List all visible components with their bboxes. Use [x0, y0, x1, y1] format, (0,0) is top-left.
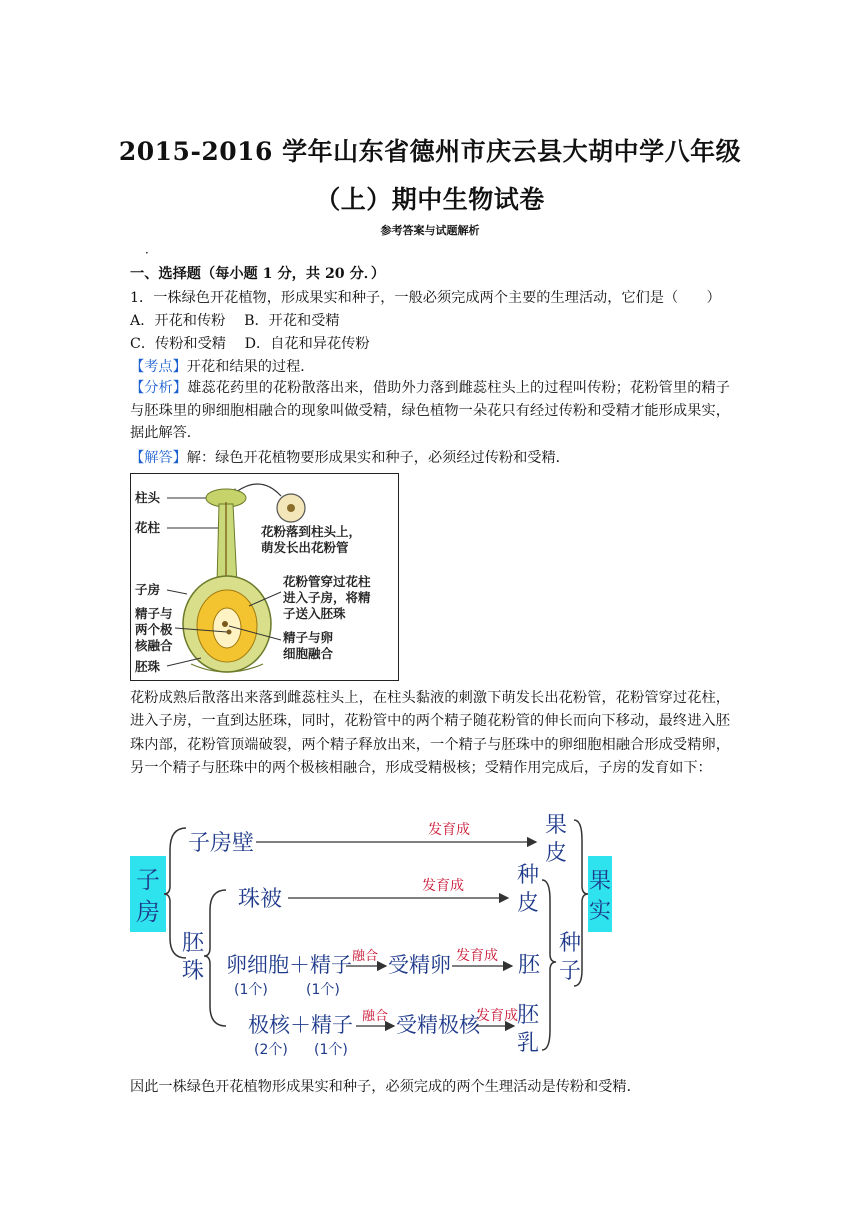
jihe-label: 极核＋精子: [248, 1013, 353, 1037]
brace-peizhu: [204, 890, 226, 1026]
label-zifang: 子房: [135, 582, 161, 597]
pei-label: 胚: [518, 953, 541, 978]
options-ab: A．开花和传粉 B．开花和受精: [130, 313, 340, 329]
fayucheng-4: 发育成: [476, 1008, 518, 1024]
section-heading: 一、选择题（每小题 1 分，共 20 分．）: [130, 266, 386, 282]
leader-zifang: [167, 590, 187, 594]
ronghe-1: 融合: [352, 949, 379, 964]
options-cd: C．传粉和受精 D．自花和异花传粉: [130, 336, 370, 352]
zhongzi-char-1: 种: [558, 931, 582, 956]
note-1a: 花粉落到柱头上，: [261, 524, 362, 539]
luanxibao-label: 卵细胞＋精子: [226, 953, 352, 977]
kaodian-tag: 【考点】: [130, 359, 187, 375]
egg-cell: [222, 621, 228, 627]
label-jingzi-3: 核融合: [135, 638, 173, 653]
pollen-nucleus: [287, 504, 295, 512]
zifang-char-1: 子: [136, 866, 160, 894]
label-jingzi-1: 精子与: [135, 606, 173, 621]
label-huazhu: 花柱: [135, 520, 161, 535]
subtitle: 参考答案与试题解析: [380, 224, 480, 237]
count-2b: (1个): [314, 1042, 348, 1058]
dot-mark: ．: [145, 242, 158, 256]
label-peizhu: 胚珠: [135, 659, 161, 674]
polar-nuclei: [227, 630, 232, 635]
count-1b: (1个): [306, 982, 340, 998]
question-stem: 1．一株绿色开花植物，形成果实和种子，一般必须完成两个主要的生理活动，它们是（ ）: [130, 290, 721, 306]
title-line-2: （上）期中生物试卷: [315, 185, 545, 214]
count-2a: (2个): [254, 1042, 288, 1058]
pistil-figure: [130, 473, 399, 681]
development-figure: [130, 810, 612, 1066]
jieda-line: [130, 447, 570, 467]
note-1b: 萌发长出花粉管: [261, 540, 349, 555]
zhongpi-char-1: 种: [516, 863, 540, 888]
fenxi-paragraph: [130, 377, 730, 445]
count-1a: (1个): [234, 982, 268, 998]
ronghe-2: 融合: [362, 1009, 389, 1024]
kaodian-text: 开花和结果的过程．: [186, 359, 315, 375]
label-jingzi-2: 两个极: [135, 622, 173, 637]
shoujingjihe-label: 受精极核: [396, 1013, 480, 1037]
note-2c: 子送入胚珠: [283, 606, 346, 621]
zhongzi-char-2: 子: [558, 959, 582, 984]
note-3a: 精子与卵: [283, 630, 334, 645]
brace-zhongzi: [542, 880, 556, 1050]
guoshi-char-1: 果: [588, 869, 612, 894]
peizhu-char-1: 胚: [182, 931, 205, 956]
guoshi-char-2: 实: [588, 899, 612, 924]
peiru-char-2: 乳: [516, 1031, 540, 1056]
fayucheng-3: 发育成: [456, 948, 498, 964]
conclusion-line: 因此一株绿色开花植物形成果实和种子，必须完成的两个生理活动是传粉和受精．: [130, 1079, 641, 1095]
development-diagram: [130, 810, 612, 1066]
title-line-1: 2015-2016 学年山东省德州市庆云县大胡中学八年级: [118, 137, 742, 166]
peizhu-char-2: 珠: [182, 959, 205, 984]
explanation-paragraph: 花粉成熟后散落出来落到雌蕊柱头上，在柱头黏液的刺激下萌发长出花粉管，花粉管穿过花柱，进入子房，一直到达胚珠，同时，花粉管中的两个精子随花粉管的伸长而向下移动，最终进入胚珠内部，花粉管顶端破裂，两个精子释放出来，一个精子与胚珠中的卵细胞相融合形成受精卵，另一个精子与胚珠中的两个极核相融合，形成受精极核；受精作用完成后，子房的发育如下：: [130, 690, 730, 776]
peiru-char-1: 胚: [516, 1003, 540, 1028]
zhubei-label: 珠被: [238, 887, 283, 912]
jieda-tag: 【解答】: [130, 450, 187, 466]
pistil-diagram: [131, 474, 398, 680]
zifang-char-2: 房: [136, 898, 160, 926]
leader-peizhu: [167, 658, 201, 666]
note-3b: 细胞融合: [283, 646, 334, 661]
jieda-text: 解：绿色开花植物要形成果实和种子，必须经过传粉和受精．: [186, 450, 570, 466]
zifangbi-label: 子房壁: [188, 831, 255, 856]
style-shape: [217, 504, 237, 584]
guopi-char-2: 皮: [544, 841, 568, 866]
kaodian-line: [130, 356, 314, 376]
note-2a: 花粉管穿过花柱: [283, 574, 371, 589]
fayucheng-1: 发育成: [428, 822, 470, 838]
label-zhutou: 柱头: [135, 490, 161, 505]
shoujingluan-label: 受精卵: [388, 953, 451, 977]
fayucheng-2: 发育成: [422, 878, 464, 894]
guopi-char-1: 果: [544, 813, 568, 838]
note-2b: 进入子房，将精: [283, 590, 371, 605]
fenxi-tag: 【分析】: [130, 380, 188, 396]
zhongpi-char-2: 皮: [516, 891, 540, 916]
fenxi-text: 雄蕊花药里的花粉散落出来，借助外力落到雌蕊柱头上的过程叫传粉；花粉管里的精子与胚珠里的卵细胞相融合的现象叫做受精，绿色植物一朵花只有经过传粉和受精才能形成果实，据此解答．: [130, 380, 730, 441]
